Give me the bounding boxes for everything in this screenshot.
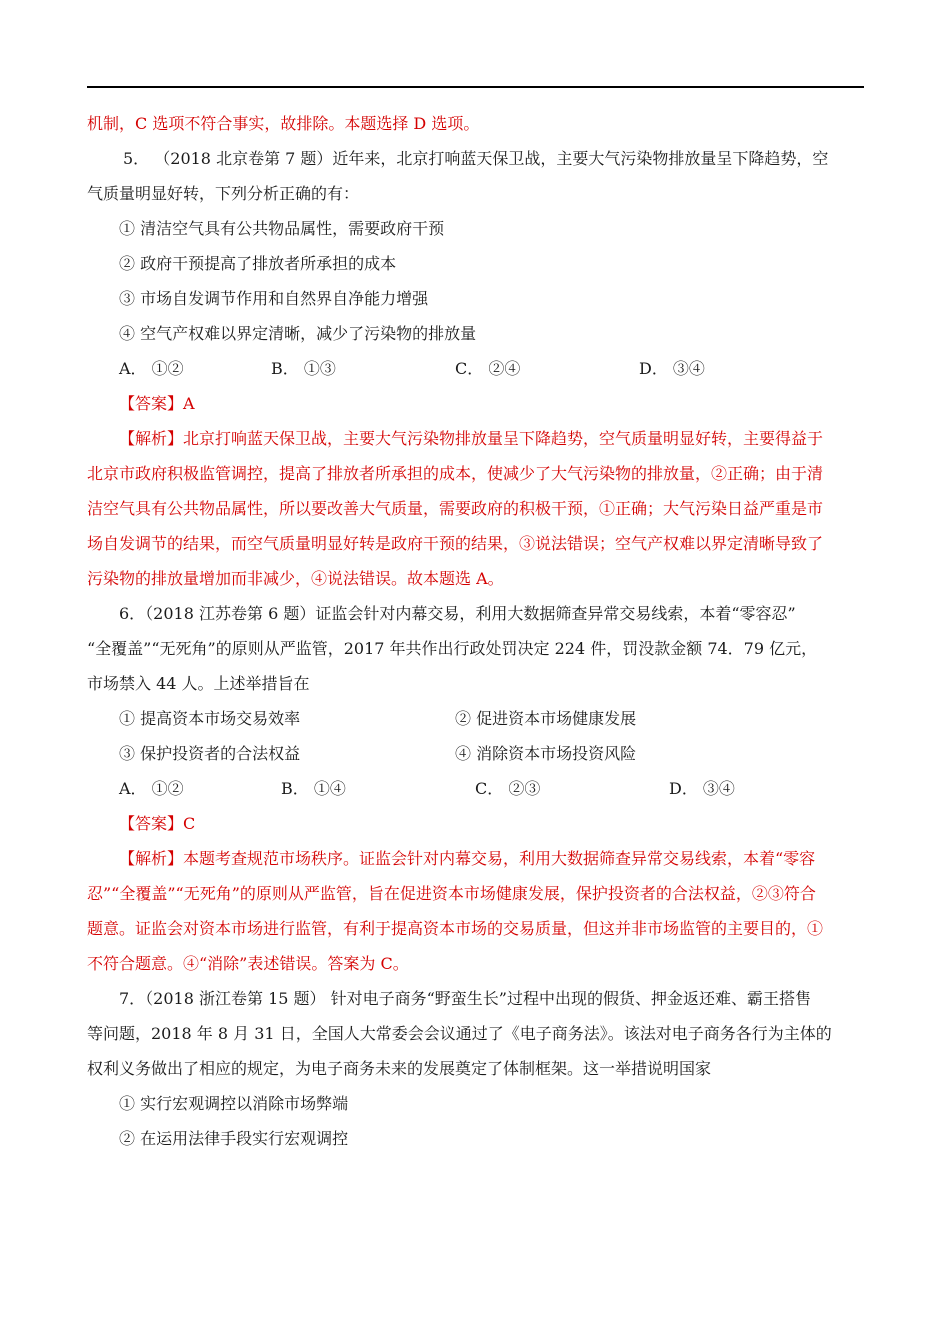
q6-option-b: B． ①④ (281, 779, 346, 798)
q6-answer: 【答案】C (119, 814, 196, 833)
q6-analysis-line-4: 不符合题意。④“消除”表述错误。答案为 C。 (87, 954, 409, 973)
q6-item-3: ③ 保护投资者的合法权益 (119, 744, 301, 763)
q5-stem-line-1: 5． （2018 北京卷第 7 题）近年来，北京打响蓝天保卫战，主要大气污染物排放量呈下降趋势，空 (123, 149, 829, 168)
q5-analysis-line-3: 洁空气具有公共物品属性，所以要改善大气质量，需要政府的积极干预，①正确；大气污染日益严重是市 (87, 499, 824, 518)
q7-stem-line-3: 权利义务做出了相应的规定，为电子商务未来的发展奠定了体制框架。这一举措说明国家 (87, 1059, 712, 1078)
q6-option-d: D． ③④ (669, 779, 735, 798)
question-6 (87, 596, 867, 981)
q6-items-row-2 (87, 736, 867, 771)
q7-stem-line-1: 7．（2018 浙江卷第 15 题） 针对电子商务“野蛮生长”过程中出现的假货、押金返还难、霸王搭售 (119, 989, 811, 1008)
q5-item-4: ④ 空气产权难以界定清晰，减少了污染物的排放量 (119, 324, 477, 343)
q6-items-row-1 (87, 701, 867, 736)
q5-item-2: ② 政府干预提高了排放者所承担的成本 (119, 254, 397, 273)
q6-option-c: C． ②③ (475, 779, 541, 798)
q6-item-2: ② 促进资本市场健康发展 (455, 709, 637, 728)
q5-analysis-line-4: 场自发调节的结果，而空气质量明显好转是政府干预的结果，③说法错误；空气产权难以界定清晰导致了 (87, 534, 824, 553)
q7-item-2: ② 在运用法律手段实行宏观调控 (119, 1129, 349, 1148)
carryover-text: 机制，C 选项不符合事实，故排除。本题选择 D 选项。 (87, 114, 480, 133)
q5-answer: 【答案】A (119, 394, 195, 413)
q5-analysis-line-5: 污染物的排放量增加而非减少，④说法错误。故本题选 A。 (87, 569, 504, 588)
q5-analysis-line-1: 【解析】北京打响蓝天保卫战，主要大气污染物排放量呈下降趋势，空气质量明显好转，主要得益于 (119, 429, 824, 448)
q6-analysis-line-3: 题意。证监会对资本市场进行监管，有利于提高资本市场的交易质量，但这并非市场监管的主要目的，① (87, 919, 824, 938)
q6-analysis-line-2: 忍”“全覆盖”“无死角”的原则从严监管，旨在促进资本市场健康发展，保护投资者的合法权益，②③符合 (87, 884, 816, 903)
q6-stem-line-1: 6．（2018 江苏卷第 6 题）证监会针对内幕交易，利用大数据筛查异常交易线索，本着“零容忍” (119, 604, 796, 623)
q6-option-a: A． ①② (119, 779, 184, 798)
q5-item-1: ① 清洁空气具有公共物品属性，需要政府干预 (119, 219, 445, 238)
q5-stem-line-2: 气质量明显好转，下列分析正确的有： (87, 184, 360, 203)
page-content (87, 106, 867, 1156)
q6-stem-line-3: 市场禁入 44 人。上述举措旨在 (87, 674, 310, 693)
q5-option-b: B． ①③ (271, 359, 336, 378)
q7-item-1: ① 实行宏观调控以消除市场弊端 (119, 1094, 349, 1113)
question-5 (87, 141, 867, 596)
q6-item-4: ④ 消除资本市场投资风险 (455, 744, 637, 763)
q5-options (87, 351, 867, 386)
q5-analysis-line-2: 北京市政府积极监管调控，提高了排放者所承担的成本，使减少了大气污染物的排放量，②正确；由于清 (87, 464, 824, 483)
q5-option-a: A． ①② (119, 359, 184, 378)
q5-item-3: ③ 市场自发调节作用和自然界自净能力增强 (119, 289, 429, 308)
q6-options (87, 771, 867, 806)
q5-option-c: C． ②④ (455, 359, 521, 378)
question-7 (87, 981, 867, 1156)
header-rule (87, 86, 864, 88)
q6-stem-line-2: “全覆盖”“无死角”的原则从严监管，2017 年共作出行政处罚决定 224 件，罚没款金额 74．79 亿元， (87, 639, 818, 658)
q7-stem-line-2: 等问题，2018 年 8 月 31 日，全国人大常委会会议通过了《电子商务法》。该法对电子商务各行为主体的 (87, 1024, 832, 1043)
q6-item-1: ① 提高资本市场交易效率 (119, 709, 301, 728)
q6-analysis-line-1: 【解析】本题考查规范市场秩序。证监会针对内幕交易，利用大数据筛查异常交易线索，本着“零容 (119, 849, 816, 868)
q5-option-d: D． ③④ (639, 359, 705, 378)
